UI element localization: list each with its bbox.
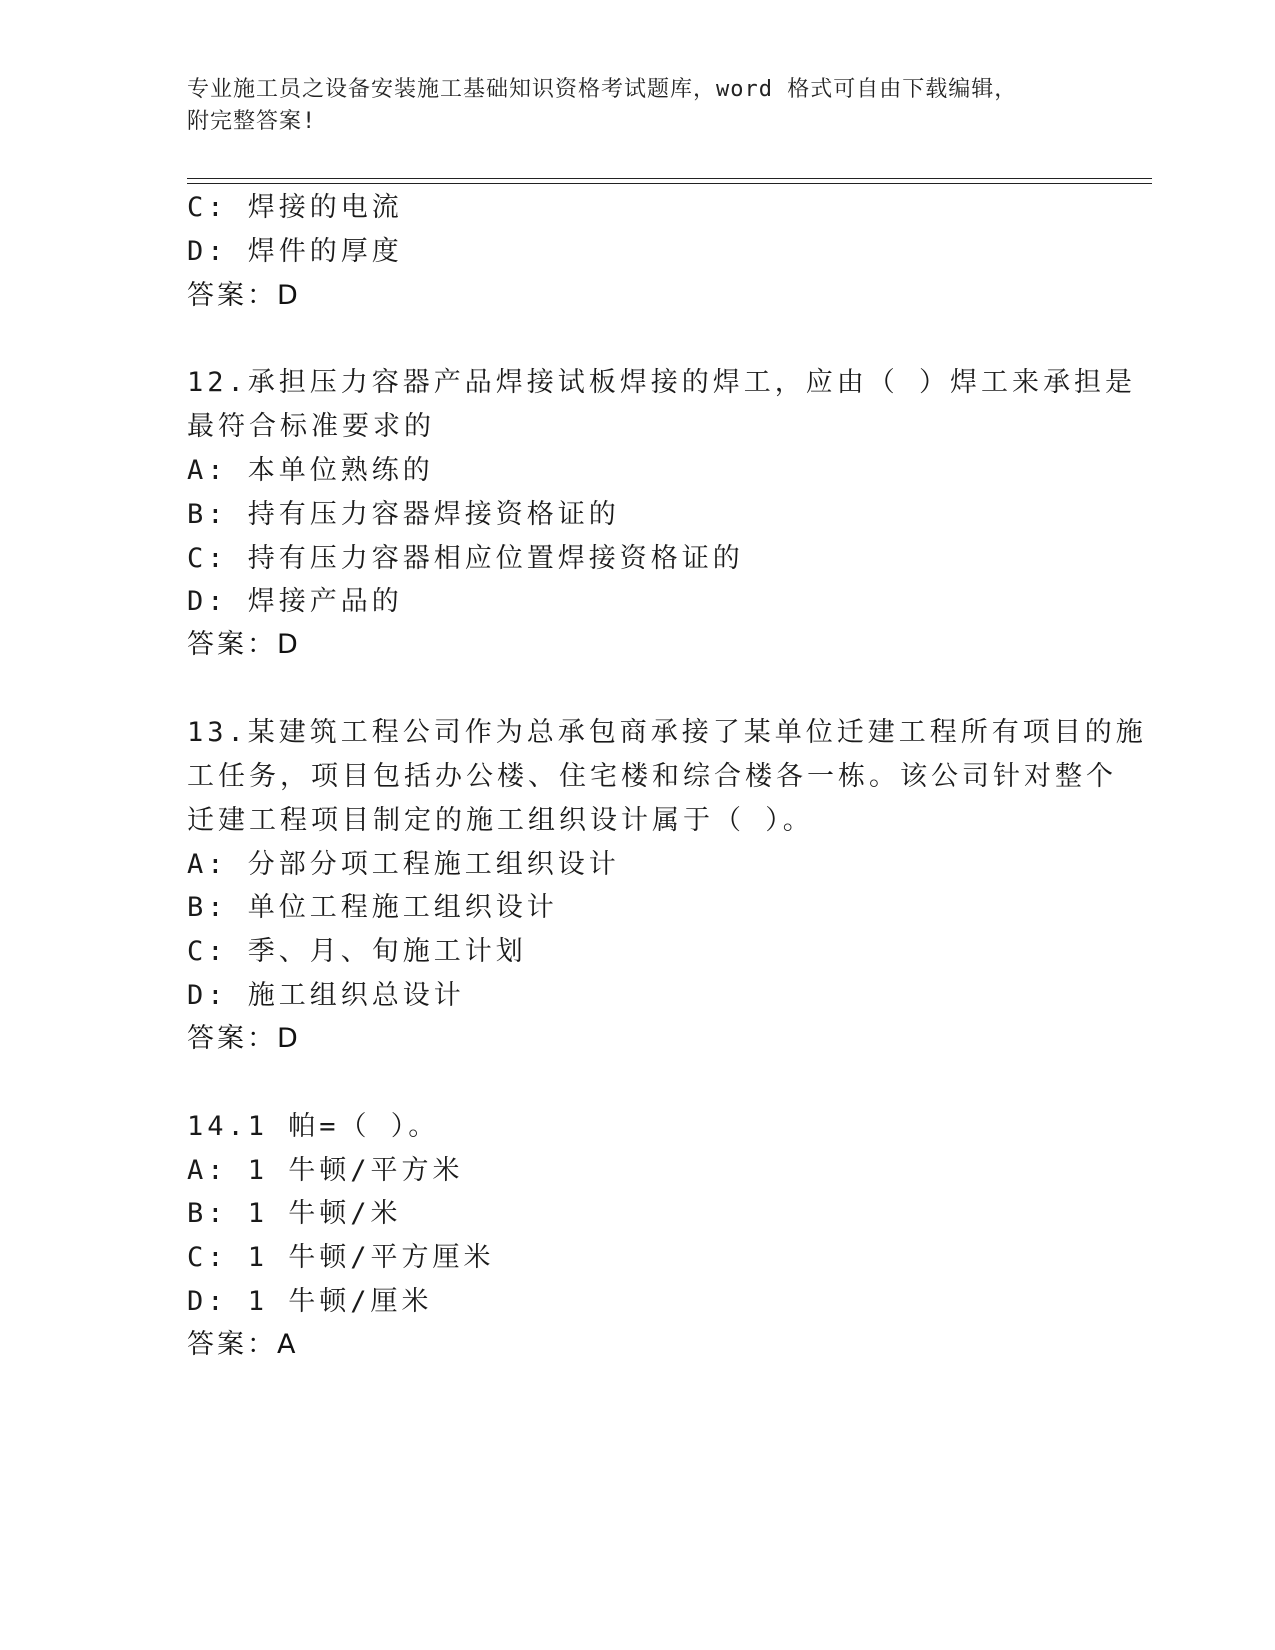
q14-answer: 答案：A [187, 1329, 299, 1360]
q11-answer: 答案：D [187, 280, 301, 311]
q14-option-b: B: 1 牛顿/米 [187, 1198, 402, 1229]
q12-stem-line-1: 12.承担压力容器产品焊接试板焊接的焊工，应由（ ）焊工来承担是 [187, 367, 1137, 398]
q14-option-c: C: 1 牛顿/平方厘米 [187, 1242, 495, 1273]
q14-stem-line-1: 14.1 帕=（ ）。 [187, 1111, 440, 1142]
header-line-2: 附完整答案! [187, 109, 317, 134]
q12-option-a: A: 本单位熟练的 [187, 455, 434, 486]
q12-option-c: C: 持有压力容器相应位置焊接资格证的 [187, 543, 744, 574]
q13-option-d: D: 施工组织总设计 [187, 980, 465, 1011]
q13-stem-line-3: 迁建工程项目制定的施工组织设计属于（ ）。 [187, 805, 814, 836]
q12-option-d: D: 焊接产品的 [187, 586, 403, 617]
q12-stem-line-2: 最符合标准要求的 [187, 411, 435, 442]
document-header [187, 74, 1087, 138]
q13-stem-line-2: 工任务，项目包括办公楼、住宅楼和综合楼各一栋。该公司针对整个 [187, 761, 1117, 792]
q14-option-d: D: 1 牛顿/厘米 [187, 1286, 433, 1317]
q12-option-b: B: 持有压力容器焊接资格证的 [187, 499, 620, 530]
q13-option-a: A: 分部分项工程施工组织设计 [187, 849, 620, 880]
header-divider-top [187, 178, 1152, 179]
header-line-1: 专业施工员之设备安装施工基础知识资格考试题库，word 格式可自由下载编辑， [187, 77, 1018, 102]
q13-stem-line-1: 13.某建筑工程公司作为总承包商承接了某单位迁建工程所有项目的施 [187, 717, 1147, 748]
q11-option-d: D: 焊件的厚度 [187, 236, 403, 267]
q14-option-a: A: 1 牛顿/平方米 [187, 1155, 464, 1186]
q12-answer: 答案：D [187, 629, 301, 660]
q13-option-b: B: 单位工程施工组织设计 [187, 892, 558, 923]
q11-option-c: C: 焊接的电流 [187, 192, 403, 223]
header-divider-bottom [187, 183, 1152, 184]
q13-option-c: C: 季、月、旬施工计划 [187, 936, 527, 967]
q13-answer: 答案：D [187, 1023, 301, 1054]
